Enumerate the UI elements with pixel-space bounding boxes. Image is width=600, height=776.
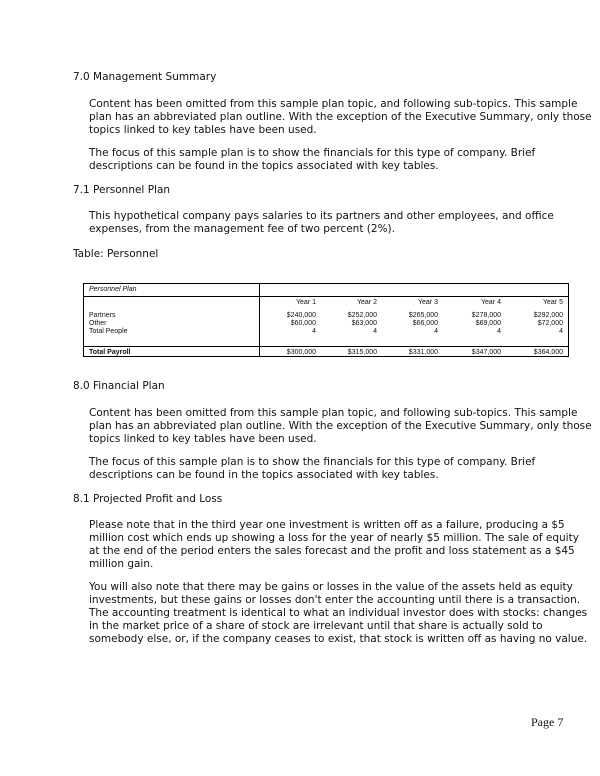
table-cell: $69,000 (475, 320, 501, 327)
table-cell: $252,000 (347, 312, 377, 319)
year-header: Year 2 (357, 299, 377, 306)
text-line: somebody else, or, if the company ceases to exist, that stock is written off as having no value. (89, 633, 588, 645)
table-cell: 4 (312, 328, 316, 335)
year-header: Year 1 (296, 299, 316, 306)
table-cell: 4 (497, 328, 501, 335)
text-line: The focus of this sample plan is to show the financials for this type of company. Brief (89, 147, 536, 159)
year-header: Year 3 (418, 299, 438, 306)
table-cell: $60,000 (290, 320, 316, 327)
text-line: This hypothetical company pays salaries to its partners and other employees, and office (89, 210, 554, 222)
row-label: Partners (89, 312, 116, 319)
total-cell: $347,000 (471, 349, 501, 356)
table-cell: $66,000 (412, 320, 438, 327)
row-divider (84, 296, 568, 297)
table-cell: $240,000 (286, 312, 316, 319)
table-cell: 4 (434, 328, 438, 335)
text-line: million cost which ends up showing a loss for the year of nearly $5 million. The sale of equity (89, 532, 579, 544)
text-line: The focus of this sample plan is to show the financials for this type of company. Brief (89, 456, 536, 468)
text-line: investments, but these gains or losses don't enter the accounting until there is a transaction. (89, 594, 581, 606)
total-row-label: Total Payroll (89, 349, 131, 356)
text-line: in the market price of a share of stock are irrelevant until that share is actually sold to (89, 620, 543, 632)
text-line: Content has been omitted from this sample plan topic, and following sub-topics. This sample (89, 407, 578, 419)
table-cell: $72,000 (537, 320, 563, 327)
section-heading-8-0: 8.0 Financial Plan (73, 380, 165, 392)
table-caption: Table: Personnel (73, 248, 159, 260)
text-line: The accounting treatment is identical to what an individual investor does with stocks: changes (89, 607, 588, 619)
row-divider (84, 346, 568, 347)
text-line: expenses, from the management fee of two percent (2%). (89, 223, 395, 235)
table-title: Personnel Plan (89, 286, 137, 293)
text-line: million gain. (89, 558, 154, 570)
page-number: Page 7 (531, 715, 564, 729)
table-cell: $63,000 (351, 320, 377, 327)
section-heading-7-1: 7.1 Personnel Plan (73, 184, 171, 196)
text-line: plan has an abbreviated plan outline. With the exception of the Executive Summary, only those (89, 111, 592, 123)
personnel-table (83, 283, 569, 357)
row-label: Total People (89, 328, 128, 335)
year-header: Year 5 (543, 299, 563, 306)
table-cell: $292,000 (533, 312, 563, 319)
paragraph-8-1-a (89, 519, 579, 571)
table-cell: 4 (373, 328, 377, 335)
paragraph-8-0-a (89, 407, 592, 446)
section-heading-8-1: 8.1 Projected Profit and Loss (73, 493, 223, 505)
paragraph-7-0-a (89, 98, 592, 137)
total-cell: $315,000 (347, 349, 377, 356)
text-line: descriptions can be found in the topics associated with key tables. (89, 469, 439, 481)
text-line: You will also note that there may be gains or losses in the value of the assets held as equity (89, 581, 573, 593)
text-line: descriptions can be found in the topics associated with key tables. (89, 160, 439, 172)
text-line: Please note that in the third year one investment is written off as a failure, producing a $5 (89, 519, 565, 531)
row-label: Other (89, 320, 107, 327)
paragraph-8-0-b (89, 456, 569, 482)
total-cell: $364,000 (533, 349, 563, 356)
paragraph-7-0-b (89, 147, 569, 173)
text-line: at the end of the period enters the sales forecast and the profit and loss statement as a $45 (89, 545, 575, 557)
table-cell: 4 (559, 328, 563, 335)
table-cell: $278,000 (471, 312, 501, 319)
text-line: topics linked to key tables have been used. (89, 124, 317, 136)
text-line: topics linked to key tables have been used. (89, 433, 317, 445)
section-heading-7-0: 7.0 Management Summary (73, 71, 217, 83)
text-line: plan has an abbreviated plan outline. With the exception of the Executive Summary, only those (89, 420, 592, 432)
year-header: Year 4 (481, 299, 501, 306)
table-cell: $265,000 (408, 312, 438, 319)
paragraph-8-1-b (89, 581, 588, 646)
text-line: Content has been omitted from this sample plan topic, and following sub-topics. This sample (89, 98, 578, 110)
total-cell: $300,000 (286, 349, 316, 356)
total-cell: $331,000 (408, 349, 438, 356)
paragraph-7-1 (89, 210, 569, 236)
